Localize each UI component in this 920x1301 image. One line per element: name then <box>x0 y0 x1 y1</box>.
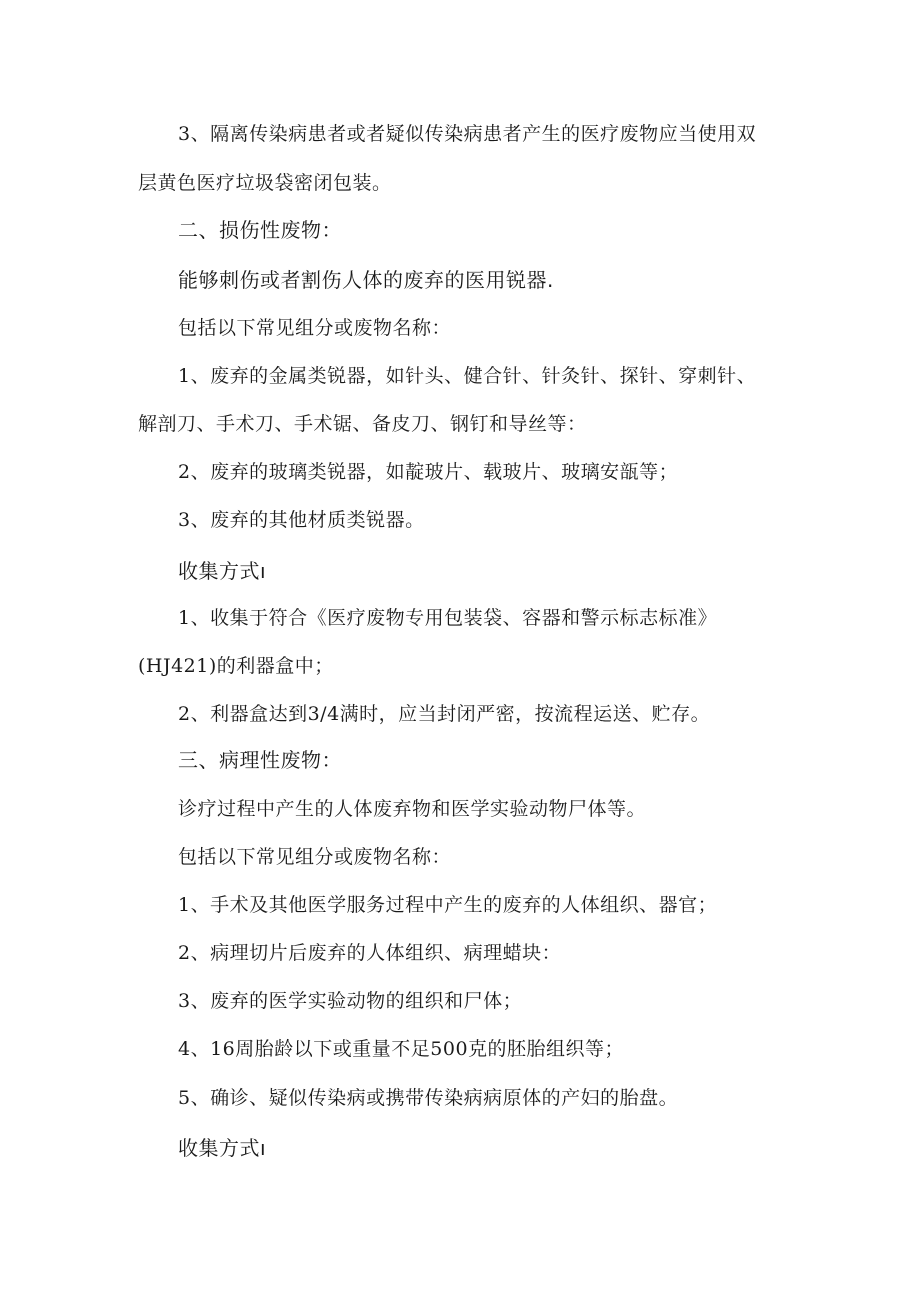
text-line: 2、病理切片后废弃的人体组织、病理蜡块： <box>178 942 562 964</box>
section-heading: 二、损伤性废物： <box>178 218 342 242</box>
text-line: 3、隔离传染病患者或者疑似传染病患者产生的医疗废物应当使用双 <box>178 123 757 145</box>
text-line: 4、16周胎龄以下或重量不足500克的胚胎组织等； <box>178 1038 625 1060</box>
text-line: 1、收集于符合《医疗废物专用包装袋、容器和警示标志标准》 <box>178 607 718 629</box>
text-line: 5、确诊、疑似传染病或携带传染病病原体的产妇的胎盘。 <box>178 1087 679 1109</box>
text-line: 1、废弃的金属类锐器，如针头、健合针、针灸针、探针、穿刺针、 <box>178 365 757 387</box>
text-line: 3、废弃的其他材质类锐器。 <box>178 509 425 531</box>
text-line: (HJ421)的利器盒中； <box>138 655 334 677</box>
text-line: 层黄色医疗垃圾袋密闭包装。 <box>138 172 392 194</box>
text-line: 解剖刀、手术刀、手术锯、备皮刀、钢钉和导丝等： <box>138 413 587 435</box>
text-line: 1、手术及其他医学服务过程中产生的废弃的人体组织、器官； <box>178 894 718 916</box>
text-line: 包括以下常见组分或废物名称： <box>178 317 452 339</box>
section-heading: 三、病理性废物： <box>178 748 342 772</box>
text-line: 2、废弃的玻璃类锐器，如靛玻片、载玻片、玻璃安瓿等； <box>178 461 679 483</box>
text-line: 3、废弃的医学实验动物的组织和尸体； <box>178 990 523 1012</box>
text-line: 包括以下常见组分或废物名称： <box>178 846 452 868</box>
text-line: 2、利器盒达到3/4满时，应当封闭严密，按流程运送、贮存。 <box>178 703 711 725</box>
section-definition: 能够刺伤或者割伤人体的废弃的医用锐器. <box>178 268 554 292</box>
text-line: 诊疗过程中产生的人体废弃物和医学实验动物尸体等。 <box>178 798 647 820</box>
subsection-heading: 收集方式ı <box>178 559 267 583</box>
subsection-heading: 收集方式ı <box>178 1136 267 1160</box>
